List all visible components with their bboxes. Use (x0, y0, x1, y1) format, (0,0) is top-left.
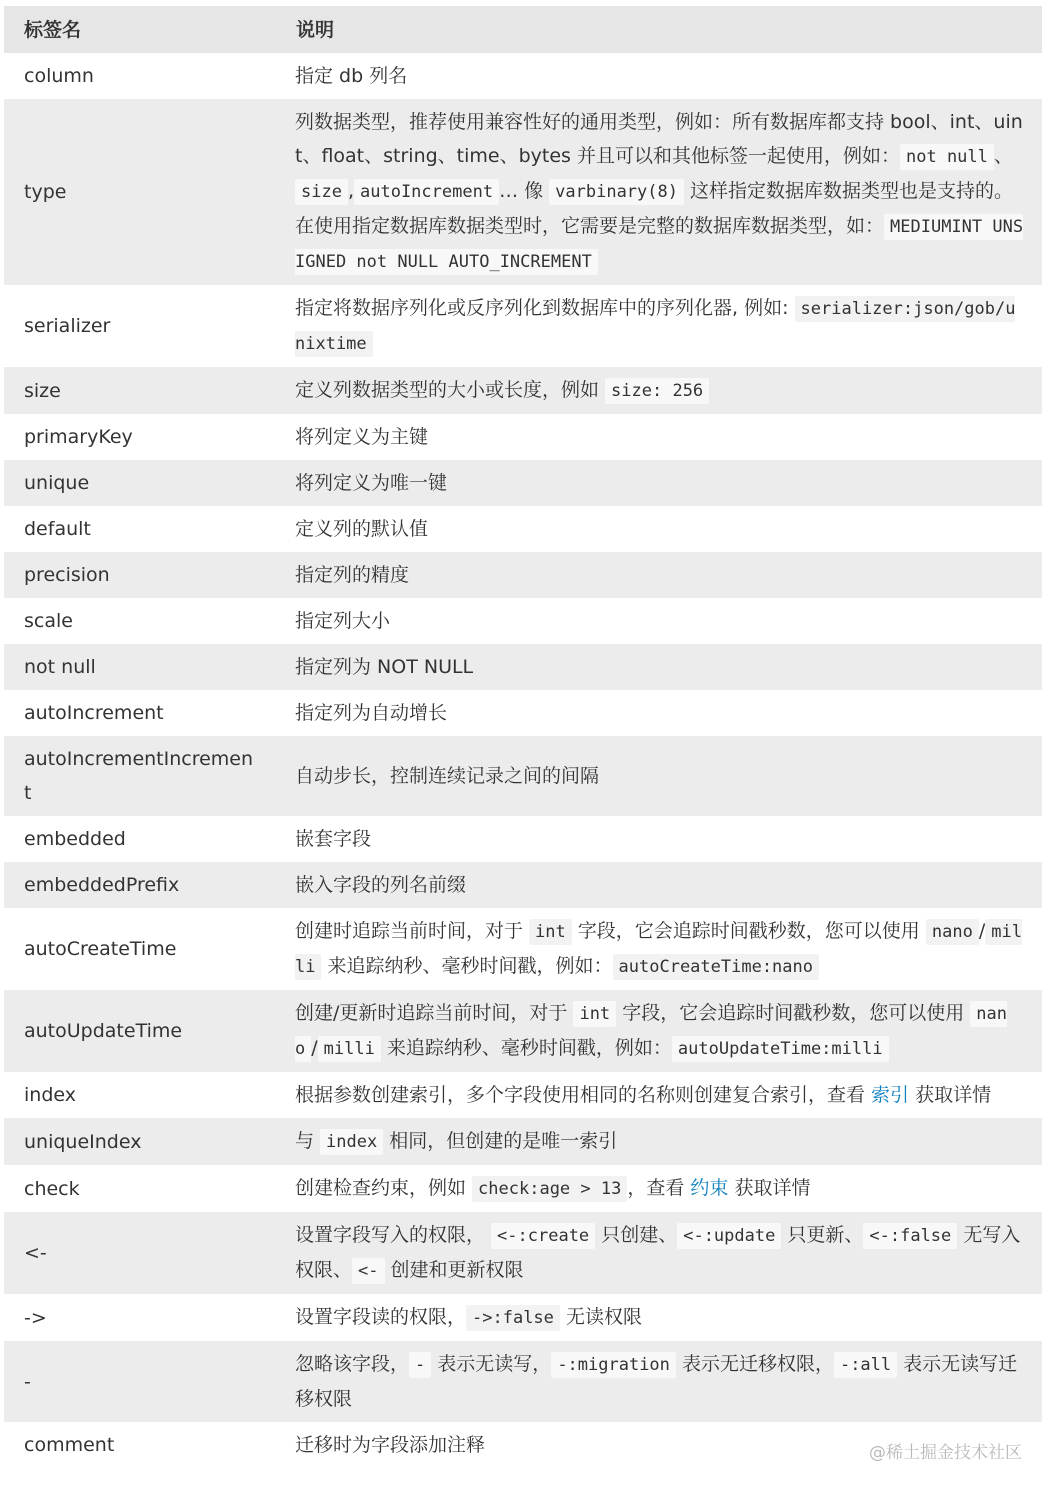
description-text: 列数据类型，推荐使用兼容性好的通用类型，例如：所有数据库都支持 bool、int、uint、float、string、time、bytes 并且可以和其他标签一起使用，例如： (295, 111, 1023, 167)
description-text: 指定列大小 (295, 610, 391, 632)
inline-code: MEDIUMINT UNSIGNED not NULL AUTO_INCREMENT (295, 214, 1023, 275)
description-text: 、 (993, 145, 1013, 167)
table-row (4, 53, 1042, 99)
tag-name-cell: comment (4, 1422, 276, 1468)
tag-name-cell: -> (4, 1294, 276, 1341)
description-text: 无读权限 (559, 1306, 642, 1328)
tag-name-cell: size (4, 367, 276, 414)
tag-name-cell: uniqueIndex (4, 1118, 276, 1165)
tag-name-cell: autoUpdateTime (4, 990, 276, 1072)
description-text: 这样指定数据库数据类型也是支持的。在使用指定数据库数据类型时，它需要是完整的数据库数据类型，如： (295, 180, 1014, 237)
description-cell (276, 53, 1042, 99)
table-row (4, 1165, 1042, 1212)
description-text: 创建/更新时追踪当前时间，对于 (295, 1002, 574, 1024)
inline-code: nano (926, 919, 979, 945)
inline-code: autoCreateTime:nano (613, 954, 819, 980)
description-cell (276, 552, 1042, 598)
table-row (4, 506, 1042, 552)
inline-code: -:all (834, 1352, 897, 1378)
description-text: 表示无读写， (431, 1353, 552, 1375)
tag-name-cell: embeddedPrefix (4, 862, 276, 908)
inline-code: int (529, 919, 572, 945)
description-cell (276, 1072, 1042, 1118)
tag-name-cell: <- (4, 1212, 276, 1294)
tag-name-cell: column (4, 53, 276, 99)
inline-code: <- (352, 1258, 384, 1284)
description-cell (276, 99, 1042, 285)
table-row (4, 1294, 1042, 1341)
inline-code: milli (295, 919, 1022, 980)
description-text: , (347, 180, 354, 202)
inline-code: serializer:json/gob/unixtime (295, 296, 1015, 357)
description-text: 指定 db 列名 (295, 65, 408, 87)
description-cell (276, 816, 1042, 862)
tag-name-cell: embedded (4, 816, 276, 862)
tag-name-cell: - (4, 1341, 276, 1422)
description-text: 获取详情 (909, 1084, 992, 1106)
tag-name-cell: autoIncrement (4, 690, 276, 736)
table-row (4, 908, 1042, 990)
header-row (4, 6, 1042, 53)
description-text: 自动步长，控制连续记录之间的间隔 (295, 765, 600, 787)
table-row (4, 285, 1042, 367)
description-cell (276, 1165, 1042, 1212)
table-row (4, 1072, 1042, 1118)
description-cell (276, 990, 1042, 1072)
description-text: 指定列为自动增长 (295, 702, 448, 724)
description-text: 指定将数据序列化或反序列化到数据库中的序列化器, 例如: (295, 297, 795, 319)
header-tag-name: 标签名 (4, 6, 276, 53)
tag-name-cell: autoCreateTime (4, 908, 276, 990)
inline-code: size: 256 (605, 378, 709, 404)
description-text: 将列定义为唯一键 (295, 472, 448, 494)
description-cell (276, 460, 1042, 506)
doc-link[interactable]: 约束 (690, 1177, 729, 1199)
description-text: / (311, 1037, 318, 1059)
description-cell (276, 1118, 1042, 1165)
table-row (4, 460, 1042, 506)
table-row (4, 552, 1042, 598)
description-text: 设置字段读的权限， (295, 1306, 467, 1328)
description-cell (276, 1294, 1042, 1341)
table-row (4, 1212, 1042, 1294)
table-body (4, 53, 1042, 1468)
description-text: 指定列的精度 (295, 564, 410, 586)
inline-code: - (409, 1352, 431, 1378)
description-text: 定义列的默认值 (295, 518, 429, 540)
description-text: 嵌套字段 (295, 828, 372, 850)
description-text: 表示无读写迁移权限 (295, 1353, 1018, 1410)
description-cell (276, 1341, 1042, 1422)
gorm-tag-table (4, 6, 1042, 1468)
inline-code: <-:false (863, 1223, 957, 1249)
description-text: 设置字段写入的权限， (295, 1224, 492, 1246)
tag-name-cell: unique (4, 460, 276, 506)
tag-name-cell: index (4, 1072, 276, 1118)
description-cell (276, 736, 1042, 816)
tag-name-cell: not null (4, 644, 276, 690)
table-row (4, 1118, 1042, 1165)
inline-code: index (320, 1129, 383, 1155)
table-row (4, 99, 1042, 285)
tag-name-cell: serializer (4, 285, 276, 367)
description-cell (276, 644, 1042, 690)
table-row (4, 990, 1042, 1072)
inline-code: ->:false (466, 1305, 560, 1331)
description-text: 忽略该字段， (295, 1353, 410, 1375)
description-text: 创建检查约束，例如 (295, 1177, 473, 1199)
inline-code: autoIncrement (354, 179, 499, 205)
description-cell (276, 367, 1042, 414)
description-text: 相同，但创建的是唯一索引 (383, 1130, 618, 1152)
description-text: 字段，它会追踪时间戳秒数，您可以使用 (616, 1002, 971, 1024)
description-text: 创建和更新权限 (384, 1259, 524, 1281)
tag-name-cell: type (4, 99, 276, 285)
description-cell (276, 598, 1042, 644)
description-text: ，查看 (627, 1177, 691, 1199)
inline-code: <-:update (677, 1223, 781, 1249)
description-text: 与 (295, 1130, 321, 1152)
description-cell (276, 506, 1042, 552)
table-header (4, 6, 1042, 53)
tag-name-cell: check (4, 1165, 276, 1212)
description-text: 来追踪纳秒、毫秒时间戳，例如： (380, 1037, 672, 1059)
table-row (4, 644, 1042, 690)
description-text: 定义列数据类型的大小或长度，例如 (295, 379, 606, 401)
doc-link[interactable]: 索引 (871, 1084, 910, 1106)
table-row (4, 816, 1042, 862)
description-text: 只更新、 (781, 1224, 864, 1246)
tag-name-cell: autoIncrementIncrement (4, 736, 276, 816)
header-description: 说明 (276, 6, 1042, 53)
inline-code: int (573, 1001, 616, 1027)
description-text: 根据参数创建索引，多个字段使用相同的名称则创建复合索引，查看 (295, 1084, 872, 1106)
description-cell (276, 862, 1042, 908)
description-text: 将列定义为主键 (295, 426, 429, 448)
watermark-text: @稀土掘金技术社区 (869, 1443, 1022, 1463)
description-text: 字段，它会追踪时间戳秒数，您可以使用 (571, 920, 926, 942)
inline-code: check:age > 13 (472, 1176, 627, 1202)
tag-name-cell: default (4, 506, 276, 552)
description-text: … 像 (499, 180, 550, 202)
description-text: 迁移时为字段添加注释 (295, 1434, 486, 1456)
inline-code: nano (295, 1001, 1007, 1062)
description-text: 指定列为 NOT NULL (295, 656, 474, 678)
table-row (4, 1341, 1042, 1422)
table-row (4, 736, 1042, 816)
description-text: 创建时追踪当前时间，对于 (295, 920, 530, 942)
inline-code: size (295, 179, 348, 205)
inline-code: milli (318, 1036, 381, 1062)
description-cell (276, 1212, 1042, 1294)
inline-code: varbinary(8) (549, 179, 684, 205)
description-text: 表示无迁移权限， (675, 1353, 834, 1375)
inline-code: autoUpdateTime:milli (672, 1036, 889, 1062)
description-text: 嵌入字段的列名前缀 (295, 874, 467, 896)
table-row (4, 414, 1042, 460)
description-text: 获取详情 (728, 1177, 811, 1199)
description-text: / (978, 920, 986, 942)
inline-code: not null (900, 144, 994, 170)
description-text: 只创建、 (595, 1224, 678, 1246)
description-cell (276, 690, 1042, 736)
description-text: 无写入权限、 (295, 1224, 1021, 1281)
table-row (4, 367, 1042, 414)
description-text: 来追踪纳秒、毫秒时间戳，例如： (321, 955, 613, 977)
tag-name-cell: precision (4, 552, 276, 598)
table-row (4, 690, 1042, 736)
tag-name-cell: primaryKey (4, 414, 276, 460)
inline-code: -:migration (551, 1352, 676, 1378)
description-cell (276, 285, 1042, 367)
inline-code: <-:create (491, 1223, 595, 1249)
description-cell (276, 414, 1042, 460)
tag-name-cell: scale (4, 598, 276, 644)
description-cell (276, 908, 1042, 990)
table-row (4, 598, 1042, 644)
table-row (4, 862, 1042, 908)
